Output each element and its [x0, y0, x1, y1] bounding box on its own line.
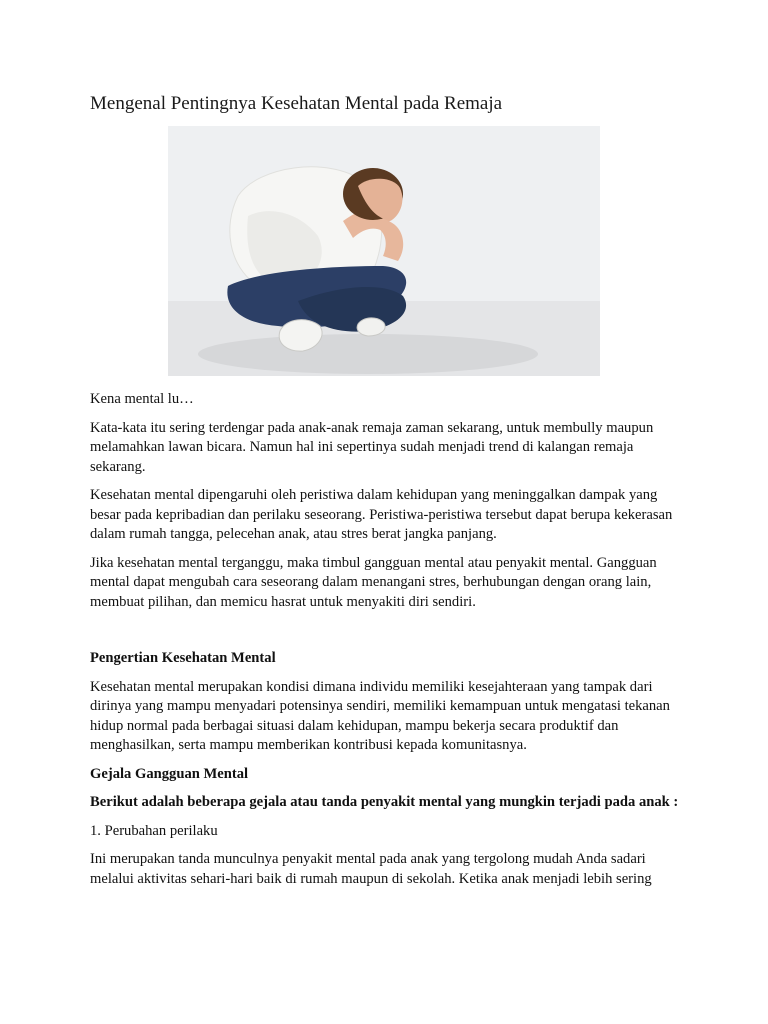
sad-teen-illustration: [168, 126, 600, 376]
symptoms-subheading: Berikut adalah beberapa gejala atau tanda penyakit mental yang mungkin terjadi pada anak :: [90, 794, 679, 810]
intro-paragraph-2: Kata-kata itu sering terdengar pada anak-anak remaja zaman sekarang, untuk membully maupun melamahkan lawan bicara. Namun hal ini sepertinya sudah menjadi trend di kalangan remaja sekarang.: [90, 419, 654, 475]
intro-paragraph-3: Kesehatan mental dipengaruhi oleh peristiwa dalam kehidupan yang meninggalkan dampak yang besar pada kepribadian dan perilaku seseorang. Peristiwa-peristiwa tersebut dapat berupa kekerasan dalam rumah tangga, pelecehan anak, atau stres berat jangka panjang.: [90, 487, 673, 542]
intro-paragraph-4: Jika kesehatan mental terganggu, maka timbul gangguan mental atau penyakit mental. Gangguan mental dapat mengubah cara seseorang dalam menangani stres, berhubungan dengan orang lain, membuat pilihan, dan memicu hasrat untuk menyakiti diri sendiri.: [90, 554, 657, 610]
article-photo: [168, 126, 600, 376]
document-title: Mengenal Pentingnya Kesehatan Mental pada Remaja: [90, 93, 503, 114]
symptoms-heading: Gejala Gangguan Mental: [90, 765, 249, 782]
definition-heading: Pengertian Kesehatan Mental: [90, 650, 276, 666]
definition-body: Kesehatan mental merupakan kondisi dimana individu memiliki kesejahteraan yang tampak dari dirinya yang mampu menyadari potensinya sendiri, memiliki kemampuan untuk mengatasi tekanan hidup normal pada berbagai situasi dalam kehidupan, mampu bekerja secara produktif dan menghasilkan, serta mampu memberikan kontribusi kepada komunitasnya.: [90, 678, 670, 753]
document-content: [90, 92, 682, 898]
symptom-item-1-body: Ini merupakan tanda munculnya penyakit mental pada anak yang tergolong mudah Anda sadari melalui aktivitas sehari-hari baik di rumah maupun di sekolah. Ketika anak menjadi lebih sering: [90, 851, 652, 887]
section-spacer: [90, 621, 682, 649]
intro-paragraph-1: Kena mental lu…: [90, 391, 194, 407]
symptom-item-1-title: 1. Perubahan perilaku: [90, 822, 218, 839]
